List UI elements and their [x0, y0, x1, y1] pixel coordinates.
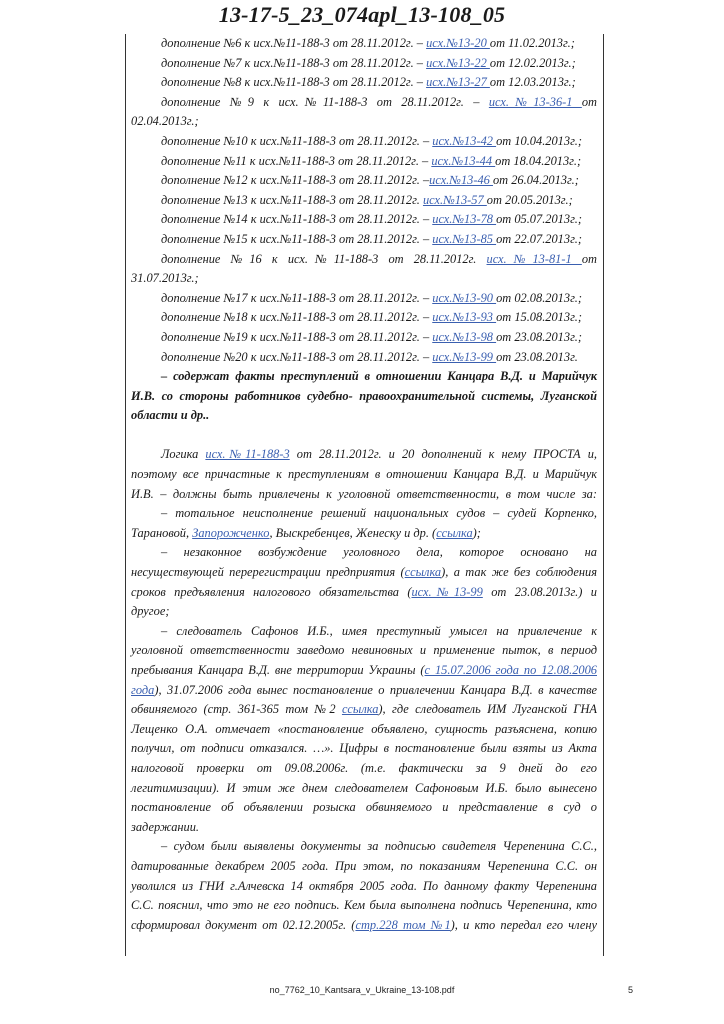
paragraph-line: уголовной ответственности заведомо невиновных и применение пыток, в период: [131, 643, 597, 658]
document-link[interactable]: исх.№13-93: [432, 310, 497, 325]
paragraph-line: – следователь Сафонов И.Б., имея преступный умысел на привлечение к: [161, 623, 597, 638]
document-link[interactable]: исх.№13-99: [432, 349, 497, 364]
paragraph-line: легитимизации). И этим же днем следователем Сафоновым И.Б. было вынесено: [131, 780, 597, 795]
document-link[interactable]: исх.№13-44: [431, 153, 496, 168]
addendum-line: дополнение №19 к исх.№11-188-3 от 28.11.2012г. – исх.№13-98 от 23.08.2013г.;: [161, 329, 582, 344]
paragraph-line: датированные декабрем 2005 года. При этом, по показаниям Черепенина С.С. он: [131, 858, 597, 873]
paragraph-line: С.С. пояснил, что это не его подпись. Кем была выполнена подпись Черепенина, кто: [131, 898, 597, 913]
document-link[interactable]: исх.№13-46: [429, 173, 493, 188]
paragraph-line: постановление об объявлении розыска обвиняемого и представление в суд о: [131, 800, 597, 815]
footer-page-number: 5: [628, 985, 634, 995]
paragraph-line: несуществующей перерегистрации предприятия (ссылка), а так же без соблюдения: [131, 565, 597, 580]
paragraph-line: Лещенко О.А. отмечает «постановление объявлено, сущность разъяснена, копию: [131, 721, 597, 736]
document-link[interactable]: исх.№13-57: [422, 192, 487, 207]
document-link[interactable]: исх.№11-188-3: [205, 447, 290, 462]
summary-line: И.В. со стороны работников судебно- правоохранительной системы, Луганской: [131, 388, 597, 403]
addendum-line: дополнение №15 к исх.№11-188-3 от 28.11.2012г. – исх.№13-85 от 22.07.2013г.;: [161, 231, 582, 246]
addendum-line: дополнение №12 к исх.№11-188-3 от 28.11.2012г. –исх.№13-46 от 26.04.2013г.;: [161, 173, 579, 188]
addendum-line: дополнение №7 к исх.№11-188-3 от 28.11.2012г. – исх.№13-22 от 12.02.2013г.;: [161, 55, 576, 70]
paragraph-line: пребывания Канцара В.Д. вне территории Украины (с 15.07.2006 года по 12.08.2006: [131, 663, 597, 677]
paragraph-line: года), 31.07.2006 года вынес постановление о привлечении Канцара В.Д. в качестве: [131, 682, 597, 697]
addendum-line: дополнение №8 к исх.№11-188-3 от 28.11.2012г. – исх.№13-27 от 12.03.2013г.;: [161, 75, 576, 90]
document-link[interactable]: исх.№13-27: [426, 75, 490, 90]
addendum-line: дополнение №18 к исх.№11-188-3 от 28.11.2012г. – исх.№13-93 от 15.08.2013г.;: [161, 310, 582, 325]
addendum-line: дополнение №6 к исх.№11-188-3 от 28.11.2012г. – исх.№13-20 от 11.02.2013г.;: [161, 36, 575, 50]
paragraph-line: задержании.: [131, 819, 200, 834]
paragraph-line: И.В. – должны быть привлечены к уголовной ответственности, в том числе за:: [131, 486, 597, 501]
paragraph-line: другое;: [131, 604, 170, 619]
addendum-line: дополнение №13 к исх.№11-188-3 от 28.11.2012г. исх.№13-57 от 20.05.2013г.;: [161, 192, 573, 207]
document-link[interactable]: исх.№13-20: [426, 36, 490, 50]
paragraph-line: обвиняемого (стр. 361-365 том №2 ссылка), где следователь ИМ Луганской ГНА: [131, 702, 597, 717]
document-link[interactable]: исх.№13-98: [432, 329, 497, 344]
document-link[interactable]: ссылка: [341, 702, 379, 717]
addendum-line: дополнение №10 к исх.№11-188-3 от 28.11.2012г. – исх.№13-42 от 10.04.2013г.;: [161, 133, 582, 148]
addendum-line: дополнение №9 к исх.№11-188-3 от 28.11.2012г. – исх.№13-36-1 от: [161, 94, 597, 109]
paragraph-line: сроков предъявления налогового обязательства (исх.№13-99 от 23.08.2013г.) и: [131, 584, 597, 599]
document-link[interactable]: исх.№13-78: [432, 212, 497, 227]
document-link[interactable]: ссылка: [436, 525, 473, 540]
page-title: 13-17-5_23_074apl_13-108_05: [218, 2, 506, 27]
addendum-line: 31.07.2013г.;: [131, 271, 199, 286]
document-link[interactable]: исх.№13-85: [432, 231, 497, 246]
document-link[interactable]: с 15.07.2006 года по 12.08.2006: [424, 663, 597, 677]
document-link[interactable]: стр.228 том №1: [355, 917, 451, 932]
document-link[interactable]: исх.№13-90: [432, 290, 497, 305]
paragraph-line: сформировал документ от 02.12.2005г. (стр.228 том №1), и кто передал его члену: [131, 917, 597, 932]
document-link[interactable]: исх.№13-22: [426, 55, 490, 70]
document-link[interactable]: исх.№13-42: [432, 133, 497, 148]
document-link[interactable]: года: [131, 682, 155, 697]
document-link[interactable]: Запорожченко: [192, 525, 270, 540]
right-margin-line: [603, 34, 604, 956]
paragraph-line: поэтому все причастные к преступлениям в отношении Канцара В.Д. и Марийчук: [131, 467, 597, 482]
document-body: [131, 34, 597, 935]
addendum-line: дополнение №20 к исх.№11-188-3 от 28.11.2012г. – исх.№13-99 от 23.08.2013г.: [161, 349, 578, 364]
addendum-line: дополнение №17 к исх.№11-188-3 от 28.11.2012г. – исх.№13-90 от 02.08.2013г.;: [161, 290, 582, 305]
paragraph-line: – судом были выявлены документы за подписью свидетеля Черепенина С.С.,: [161, 839, 597, 854]
document-link[interactable]: ссылка: [404, 565, 442, 580]
document-link[interactable]: исх.№13-99: [411, 584, 483, 599]
footer-filename: no_7762_10_Kantsara_v_Ukraine_13-108.pdf: [269, 985, 455, 995]
addendum-line: дополнение №14 к исх.№11-188-3 от 28.11.2012г. – исх.№13-78 от 05.07.2013г.;: [161, 212, 582, 227]
addendum-line: дополнение №11 к исх.№11-188-3 от 28.11.2012г. – исх.№13-44 от 18.04.2013г.;: [161, 153, 582, 168]
summary-line: – содержат факты преступлений в отношении Канцара В.Д. и Марийчук: [161, 369, 597, 384]
addenda-list: [131, 34, 597, 367]
summary-line: области и др..: [131, 408, 210, 423]
paragraph-line: – тотальное неисполнение решений национальных судов – судей Корпенко,: [161, 506, 597, 521]
document-link[interactable]: исх.№13-36-1: [488, 94, 582, 109]
paragraph-line: уволился из ГНИ г.Алчевска 14 октября 2005 года. По данному факту Черепенина: [131, 878, 597, 893]
paragraph-line: налоговой проверки от 09.08.2006г. (т.е. фактически за 9 дней до его: [131, 760, 597, 775]
left-margin-line: [125, 34, 126, 956]
paragraph-line: Тарановой, Запорожченко, Выскребенцев, Женеску и др. (ссылка);: [131, 525, 481, 540]
addendum-line: дополнение №16 к исх.№11-188-3 от 28.11.2012г. исх.№13-81-1 от: [161, 251, 597, 266]
paragraph-line: – незаконное возбуждение уголовного дела, которое основано на: [161, 545, 597, 560]
addendum-line: 02.04.2013г.;: [131, 114, 199, 129]
paragraph-line: Логика исх.№11-188-3 от 28.11.2012г. и 20 дополнений к нему ПРОСТА и,: [161, 447, 597, 462]
paragraph-line: получил, от подписи отказался. …». Цифры в постановление были взяты из Акта: [131, 741, 597, 756]
document-link[interactable]: исх.№13-81-1: [486, 251, 582, 266]
